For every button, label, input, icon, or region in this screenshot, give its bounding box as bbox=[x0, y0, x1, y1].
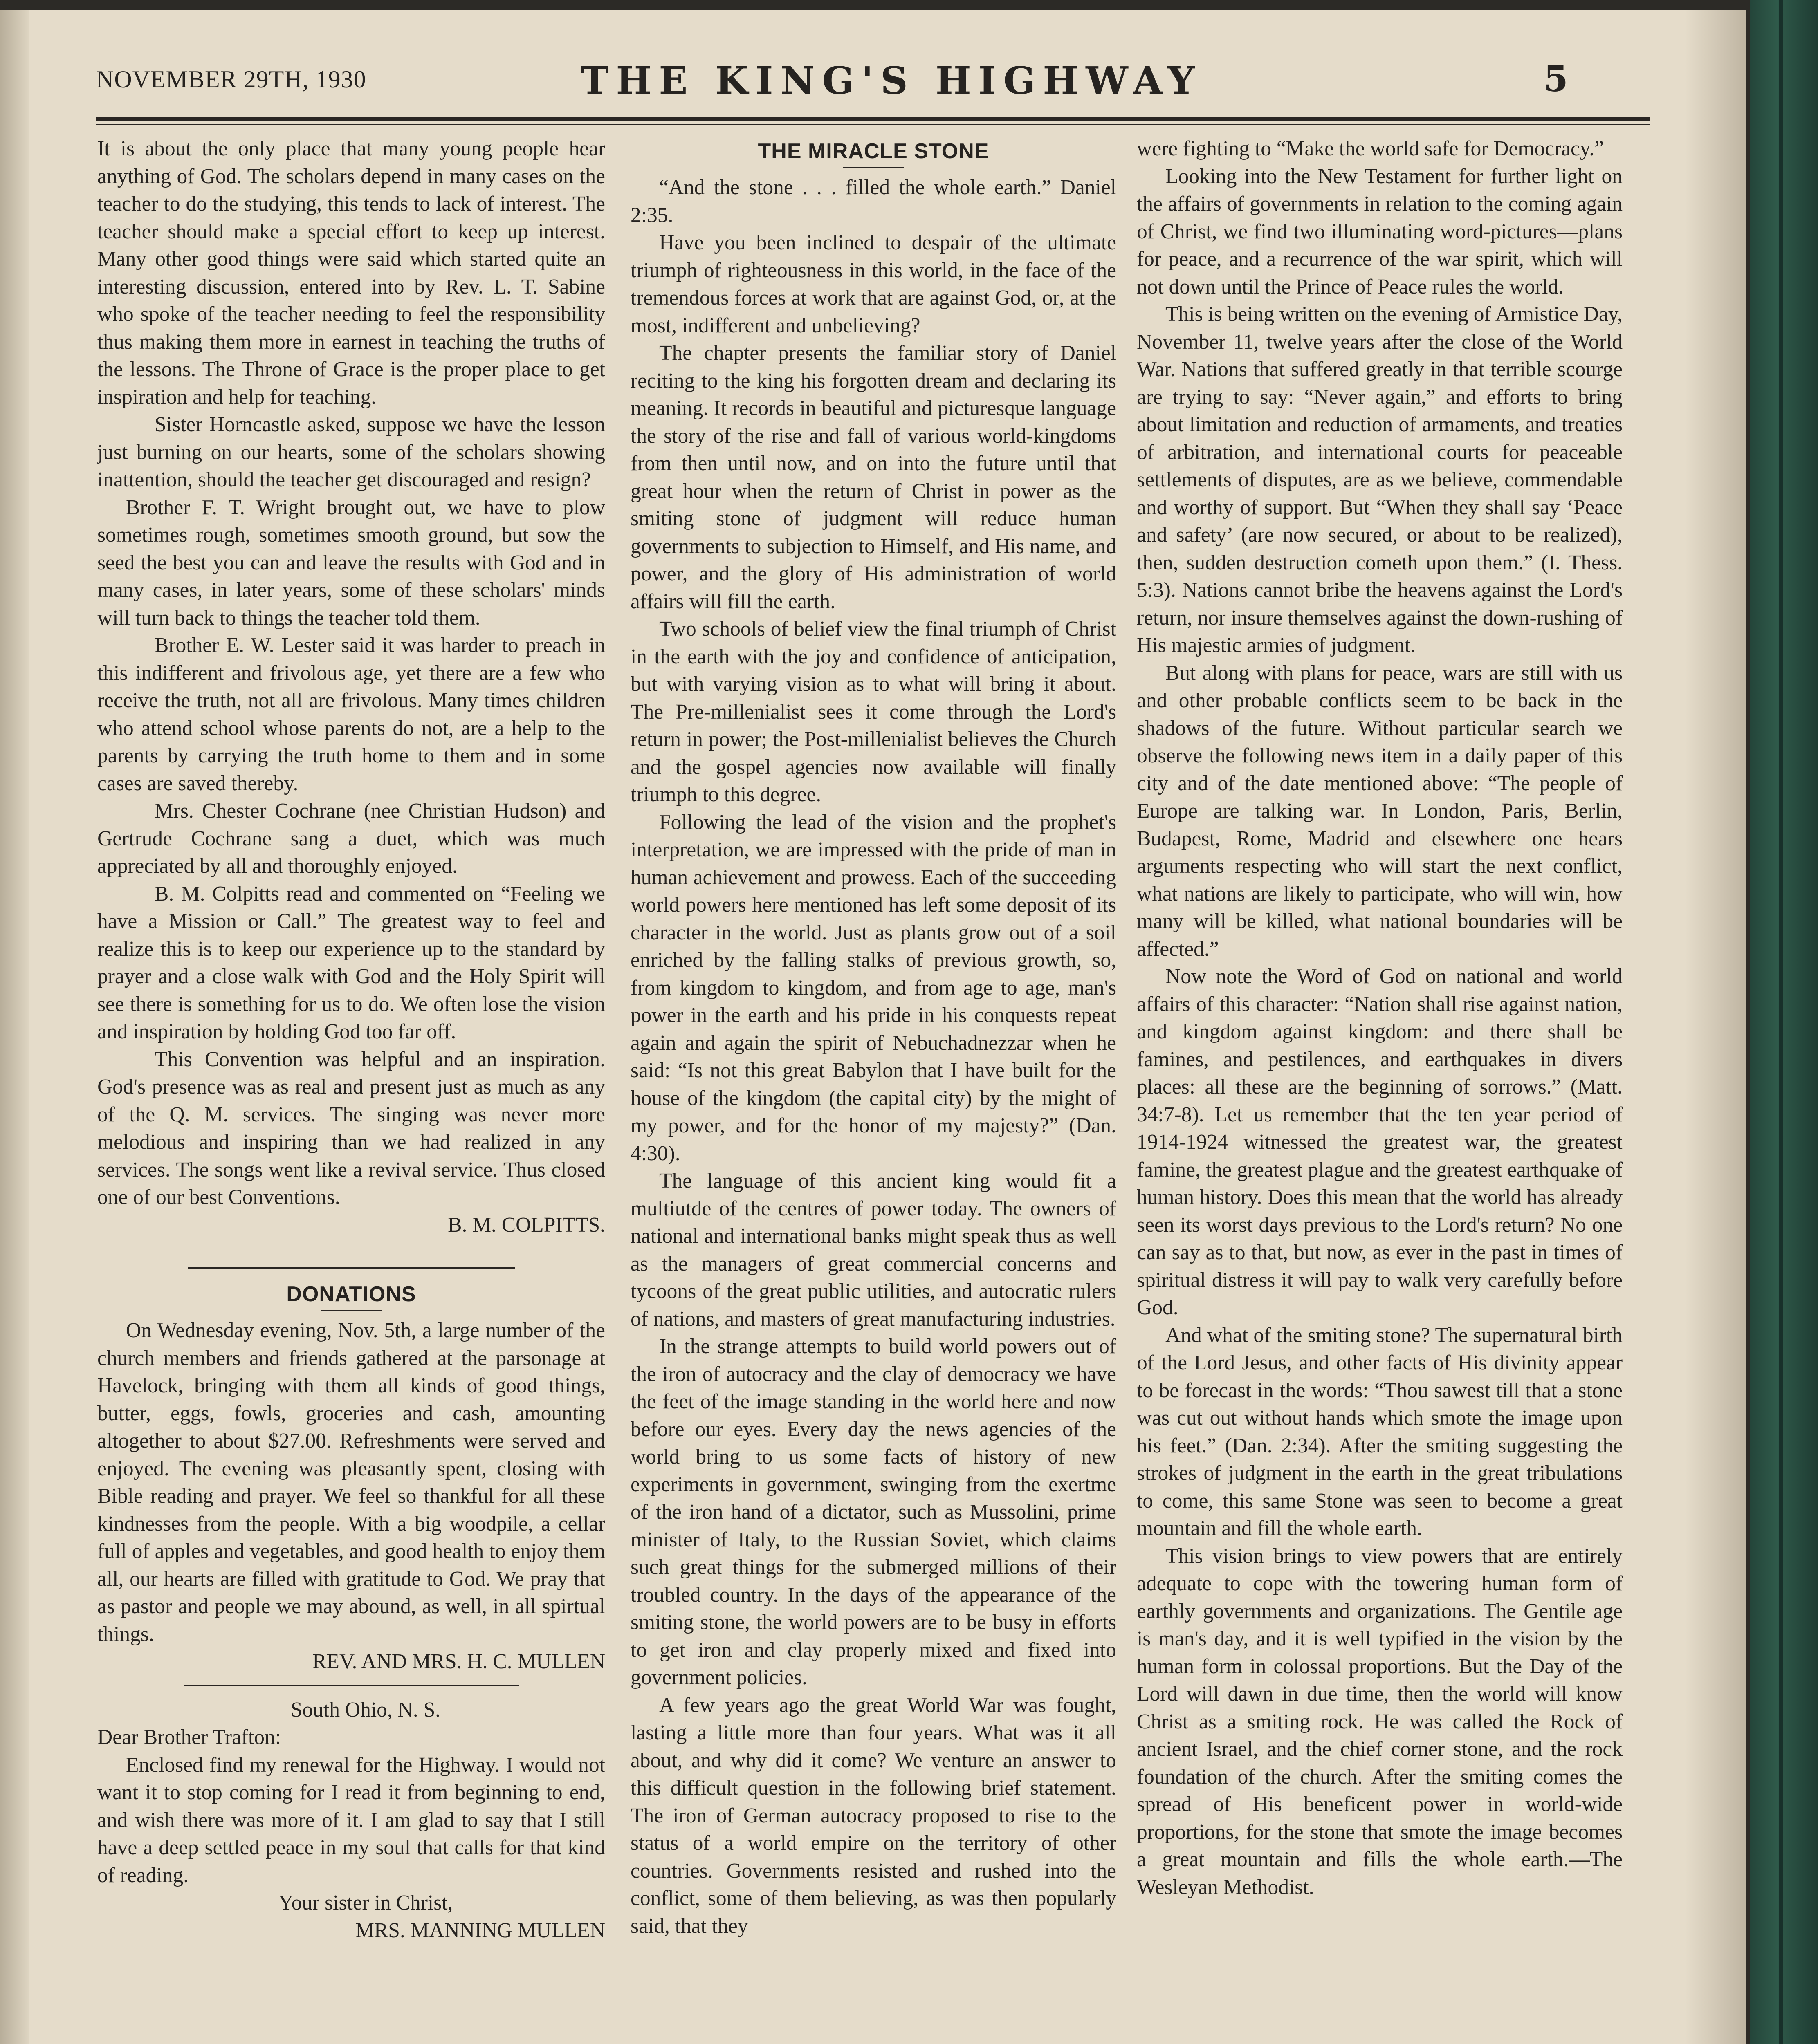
letter-place: South Ohio, N. S. bbox=[290, 1698, 441, 1721]
signature: REV. AND MRS. H. C. MULLEN bbox=[312, 1650, 605, 1673]
paragraph: And what of the smiting stone? The supernatural birth of the Lord Jesus, and other facts of His divinity appear to be forecast in the words: “Thou sawest till that a stone was cut out without hands which smote the image upon his feet.” (Dan. 2:34). After the smiting suggesting the strokes of judgment in the earth in the great tribulations to come, this same Stone was seen to become a great mountain and fill the whole earth. bbox=[1137, 1323, 1623, 1540]
paragraph: were fighting to “Make the world safe for Democracy.” bbox=[1137, 137, 1604, 160]
section-divider bbox=[188, 1267, 515, 1269]
paragraph: But along with plans for peace, wars are still with us and other probable conflicts seem to be back in the shadows of the future. Without particular search we observe the following news item in a daily paper of this city and of the date mentioned above: “The people of Europe are talking war. In London, Paris, Berlin, Budapest, Rome, Madrid and elsewhere one hears arguments respecting who will start the next conflict, what nations are likely to participate, who will win, how many will be killed, what national boundaries will be affected.” bbox=[1137, 661, 1623, 961]
letter-body: Enclosed find my renewal for the Highway. I would not want it to stop coming for I read it from beginning to end, and wish there was more of it. I am glad to say that I still have a deep settled peace in my soul that calls for that kind of reading. bbox=[97, 1753, 605, 1887]
paragraph: Following the lead of the vision and the prophet's interpretation, we are impressed with the pride of man in human achievement and prowess. Each of the succeeding world powers here mentioned has left some deposit of its character in the world. Just as plants grow out of a soil enriched by the falling stalks of previous growth, so, from kingdom to kingdom, and from age to age, man's power in the earth and his pride in his conquests repeat again and again the spirit of Nebuchadnezzar when he said: “Is not this great Babylon that I have built for the house of the kingdom (the capital city) by the might of my power, and for the honor of my majesty?” (Dan. 4:30). bbox=[631, 810, 1116, 1165]
paragraph: Have you been inclined to despair of the ultimate triumph of righteousness in this world, in the face of the tremendous forces at work that are against God, or, at the most, indifferent and unbelieving? bbox=[631, 231, 1116, 337]
paragraph: Looking into the New Testament for further light on the affairs of governments in relation to the coming again of Christ, we find two illuminating word-pictures—plans for peace, and a recurrence of the war spirit, which will not down until the Prince of Peace rules the world. bbox=[1137, 164, 1623, 298]
paragraph: This is being written on the evening of Armistice Day, November 11, twelve years after the close of the World War. Nations that suffered greatly in that terrible scourge are trying to say: “Never again,” and efforts to bring about limitation and reduction of armaments, and treaties of arbitration, and international courts for peaceable settlements of disputes, are as we believe, commendable and worthy of support. But “When they shall say ‘Peace and safety’ (are now secured, or about to be realized), then, sudden destruction cometh upon them.” (I. Thess. 5:3). Nations cannot bribe the heavens against the Lord's return, nor insure themselves against the down-rushing of His majestic armies of judgment. bbox=[1137, 303, 1623, 657]
paragraph: Sister Horncastle asked, suppose we have the lesson just burning on our hearts, some of the scholars showing inattention, should the teacher get discouraged and resign? bbox=[97, 413, 605, 491]
paragraph: In the strange attempts to build world powers out of the iron of autocracy and the clay of democracy we have the feet of the image standing in the world here and now before our eyes. Every day the news agencies of the world bring to us some facts of history of new experiments in government, swinging from the exertme of the iron hand of a dictator, such as Mussolini, prime minister of Italy, to the Russian Soviet, which claims such great things for the submerged millions of their troubled country. In the days of the appearance of the smiting stone, the world powers are to be busy in efforts to get iron and clay properly mixed and fixed into government policies. bbox=[631, 1335, 1116, 1689]
paragraph: It is about the only place that many young people hear anything of God. The scholars depend in many cases on the teacher to do the studying, this tends to lack of interest. The teacher should make a special effort to keep up interest. Many other good things were said which started quite an interesting discussion, entered into by Rev. L. T. Sabine who spoke of the teacher needing to feel the responsibility thus making them more in earnest in teaching the truths of the lessons. The Throne of Grace is the proper place to get inspiration and help for teaching. bbox=[97, 137, 605, 409]
page-number: 5 bbox=[1544, 58, 1568, 100]
paragraph: On Wednesday evening, Nov. 5th, a large number of the church members and friends gathered at the parsonage at Havelock, bringing with them all kinds of good things, butter, eggs, fowls, groceries and cash, amounting altogether to about $27.00. Refreshments were served and enjoyed. The evening was pleasantly spent, closing with Bible reading and prayer. We feel so thankful for all these kindnesses from the people. With a big woodpile, a cellar full of apples and vegetables, and good health to enjoy them all, our hearts are filled with gratitude to God. We pray that as pastor and people we may abound, as well, in all spirtual things. bbox=[97, 1319, 605, 1646]
letter-closing: Your sister in Christ, bbox=[278, 1891, 453, 1914]
article-title: THE MIRACLE STONE bbox=[758, 139, 989, 163]
paragraph: Two schools of belief view the final triumph of Christ in the earth with the joy and confidence of anticipation, but with varying vision as to what will bring it about. The Pre-millenialist sees it come through the Lord's return in power; the Post-millenialist believes the Church and the gospel agencies now available will finally triumph to this degree. bbox=[631, 617, 1116, 806]
paragraph: The language of this ancient king would fit a multiutde of the centres of power today. The owners of national and international banks might speak thus as well as the managers of great commercial concerns and tycoons of the great public utilities, and autocratic rulers of nations, and masters of great manufacturing industries. bbox=[631, 1169, 1116, 1331]
section-title: DONATIONS bbox=[286, 1282, 416, 1306]
column-3 bbox=[1137, 135, 1623, 1901]
paragraph: Brother E. W. Lester said it was harder to preach in this indifferent and frivolous age, yet there are a few who receive the truth, not all are frivolous. Many times children who attend school whose parents do not, are a help to the parents by carrying the truth home to them and in some cases are saved thereby. bbox=[97, 634, 605, 795]
masthead: THE KING'S HIGHWAY bbox=[581, 58, 1202, 103]
epigraph: “And the stone . . . filled the whole earth.” Daniel 2:35. bbox=[631, 176, 1116, 227]
letter-salutation: Dear Brother Trafton: bbox=[97, 1726, 281, 1749]
issue-date: NOVEMBER 29TH, 1930 bbox=[96, 66, 366, 93]
section-divider bbox=[184, 1685, 519, 1686]
paragraph: This vision brings to view powers that are entirely adequate to cope with the towering human form of earthly governments and organizations. The Gentile age is man's day, and it is well typified in the vision by the human form in colossal proportions. But the Day of the Lord will dawn in due time, then the world will know Christ as a smiting rock. He was called the Rock of ancient Israel, and the chief corner stone, and the rock foundation of the church. After the smiting comes the spread of His beneficent power in world-wide proportions, for the stone that smote the image becomes a great mountain and fills the whole earth.—The Wesleyan Methodist. bbox=[1137, 1544, 1623, 1899]
newspaper-page bbox=[0, 10, 1746, 2044]
column-1 bbox=[97, 135, 605, 1944]
column-2 bbox=[631, 135, 1116, 1940]
paragraph: A few years ago the great World War was fought, lasting a little more than four years. What was it all about, and why did it come? We venture an answer to this difficult question in the following brief statement. The iron of German autocracy proposed to rise to the status of a world empire on the territory of other countries. Governments resisted and rushed into the conflict, some of them believing, as was then popularly said, that they bbox=[631, 1693, 1116, 1938]
paragraph: The chapter presents the familiar story of Daniel reciting to the king his forgotten dream and declaring its meaning. It records in beautiful and picturesque language the story of the rise and fall of various world-kingdoms from then until now, and on into the future until that great hour when the return of Christ in power as the smiting stone of judgment will reduce human governments to subjection to Himself, and His name, and power, and the glory of His administration of world affairs will fill the earth. bbox=[631, 341, 1116, 613]
header-rule-thin bbox=[96, 124, 1650, 125]
paragraph: Mrs. Chester Cochrane (nee Christian Hudson) and Gertrude Cochrane sang a duet, which was much appreciated by all and thoroughly enjoyed. bbox=[97, 799, 605, 878]
signature: B. M. COLPITTS. bbox=[448, 1213, 605, 1237]
header-rule bbox=[96, 117, 1650, 121]
title-rule bbox=[321, 1310, 382, 1311]
title-rule bbox=[843, 167, 904, 168]
paragraph: This Convention was helpful and an inspiration. God's presence was as real and present just as much as any of the Q. M. services. The singing was never more melodious and inspiring than we had realized in any services. The songs went like a revival service. Thus closed one of our best Conventions. bbox=[97, 1047, 605, 1209]
paragraph: B. M. Colpitts read and commented on “Feeling we have a Mission or Call.” The greatest way to feel and realize this is to keep our experience up to the standard by prayer and a close walk with God and the Holy Spirit will see there is something for us to do. We often lose the vision and inspiration by holding God too far off. bbox=[97, 882, 605, 1043]
paragraph: Brother F. T. Wright brought out, we have to plow sometimes rough, sometimes smooth ground, but sow the seed the best you can and leave the results with God and in many cases, in later years, some of these scholars' minds will turn back to things the teacher told them. bbox=[97, 495, 605, 630]
paragraph: Now note the Word of God on national and world affairs of this character: “Nation shall rise against nation, and kingdom against kingdom: and there shall be famines, and pestilences, and earthquakes in divers places: all these are the beginning of sorrows.” (Matt. 34:7-8). Let us remember that the ten year period of 1914-1924 witnessed the greatest war, the greatest famine, the greatest plague and the greatest earthquake of human history. Does this mean that the world has already seen its worst days previous to the Lord's return? No one can say as to that, but now, as ever in the past in times of spiritual distress it will pay to walk very carefully before God. bbox=[1137, 965, 1623, 1319]
signature: MRS. MANNING MULLEN bbox=[355, 1918, 605, 1942]
book-cover-edge bbox=[1750, 0, 1818, 2044]
